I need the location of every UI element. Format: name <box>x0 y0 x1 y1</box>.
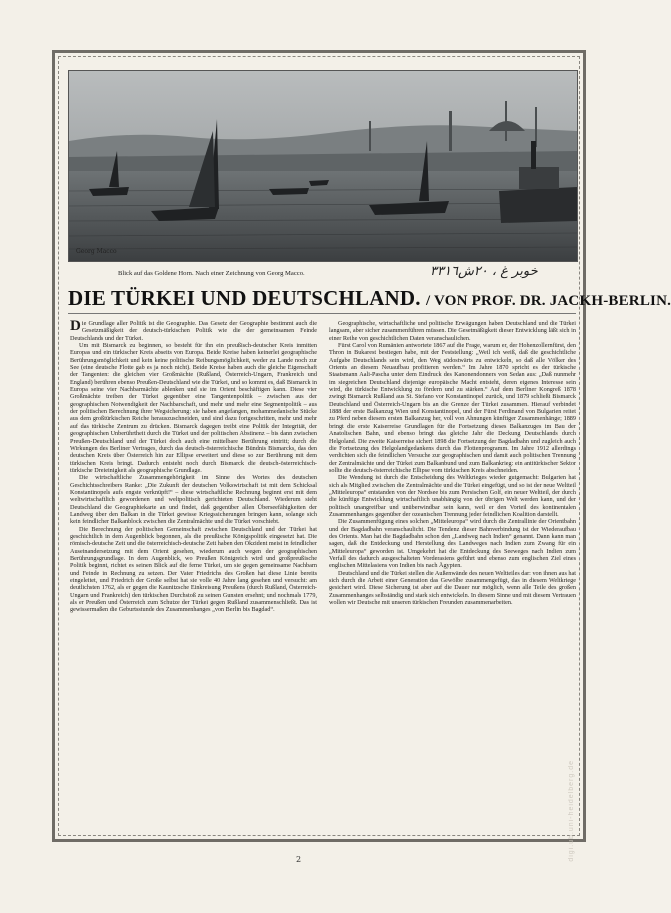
drop-cap: D <box>70 318 81 334</box>
column-left <box>70 320 317 614</box>
library-watermark: digi.ub.uni-heidelberg.de <box>568 760 575 862</box>
article-title <box>68 286 671 311</box>
article-byline: / VON PROF. DR. JACKH-BERLIN. <box>425 293 671 309</box>
article-body <box>70 320 576 828</box>
paragraph: Um mit Bismarck zu beginnen, so besteht für ihn ein preußisch-deutscher Kreis inmitten Europas und ein türkischer Kreis abseits von Europa. Beide Kreise haben keinerlei geographische Berührungsmöglichkeit und kein keine politische Reibungsmöglichkeit, weder zu Lande noch zur See (eine deutsche Flotte gab es ja noch nicht). Beide Kreise haben auch die gleiche Eigenschaft der Tangenten: die gleichen vier Großmächte (Rußland, Österreich-Ungarn, Frankreich und England) berühren ebenso Preußen-Deutschland wie die Türkei, und so kommt es, daß Bismarck in Europa seine vier Nachbarmächte ablenken und sie im Orient beschäftigen kann. Diese vier Großmächte treiben der Türkei gegenüber eine Tangentenpolitik – zwischen aus der geographischen Notwendigkeit der Nachbarschaft, und mehr und mehr eine Segmentpolitik – aus der politischen Berechnung ihrer Wegsicherung: sie haben angefangen, mohammedanische Stücke aus dem großtürkischen Reiche herauszuschneiden, und sind dazu fortgeschritten, mehr und mehr auf das türkische Zentrum zu drücken. Bismarck dagegen treibt eine Politik der Integrität, der geographischen Unberührtheit durch die Türkei und der politischen Abstinenz – bis dann zwischen Preußen-Deutschland und der Türkei doch auch eine mittelbare Berührung eintritt; durch die Wirkungen des Berliner Vertrages, durch das deutsch-österreichische Bündnis Bismarcks, das den deutschen Kreis über Österreich hin zur Ellipse erweitert und diese so zur Berührung mit dem türkischen Kreis bringt. Dadurch entsteht noch durch Bismarck die deutsch-österreichisch-türkische Dreieinigkeit als geographische Grundlage. <box>70 342 317 474</box>
column-right <box>329 320 576 606</box>
arabic-signature: خوبر غ ، ٢٠ش٣٣١٦ <box>430 264 538 279</box>
paragraph: Die wirtschaftliche Zusammengehörigkeit im Sinne des Wortes des deutschen Geschichtsschreibers Ranke: „Die Zukunft der deutschen Volkswirtschaft ist mit dem Schicksal Konstantinopels aufs engste verknüpft!“ – diese wirtschaftliche Rechnung beginnt erst mit dem weltwirtschaftlich gewordenen und weltpolitisch gerichteten Deutschland. Wiederum sieht Deutschland die Geographiekarte an und findet, daß gegenüber allen Überseefähigkeiten der Landweg über den Balkan in die Türkei gewisse Kriegssicherungen bringen kann, solange sich kein feindlicher Balkanblock zwischen die Zentralmächte und die Türkei vorschiebt. <box>70 474 317 526</box>
paragraph: Die Grundlage aller Politik ist die Geographie. Das Gesetz der Geographie bestimmt auch die Gesetzmäßigkeit der deutsch-türkischen Politik wie die der gemeinsamen Feinde Deutschlands und der Türkei. <box>70 318 317 342</box>
title-rule <box>68 313 576 314</box>
paragraph: Deutschland und die Türkei stellen die Außenwände des neuen Weltteiles dar: von ihnen aus hat sich durch die Arbeit einer Generation das Gewölbe zusammengefügt, das in diesem Weltkriege gesichert wird. Diese Sicherung ist aber auf die Dauer nur möglich, wenn alle Teile des großen Zusammenhanges selbständig und stark sich entwickeln. In diesem Sinne und mit diesem Vertrauen wollen wir Deutsche mit unseren türkischen Freunden zusammenarbeiten. <box>329 569 576 607</box>
illustration-golden-horn <box>68 70 578 262</box>
paragraph: Fürst Carol von Rumänien antwortete 1867 auf die Frage, warum er, der Hohenzollernfürst, den Thron in Bukarest bestiegen habe, mit der Feststellung: „Weil ich weiß, daß die geschichtliche Aufgabe Deutschlands sein wird, den Weg südostwärts zu entwickeln, so daß alle Völker des Orients an diesem Neuaufbau profitieren werden.“ Im Jahre 1870 spricht es der türkische Staatsmann Aali-Pascha unter dem Eindruck des Kanonendonners von Sedan aus: „Daß nunmehr im siegreichen Deutschland diejenige europäische Macht entsteht, deren eigenes Interesse sein wird, die türkische Entwicklung zu fördern und zu stärken.“ Auf dem Berliner Kongreß 1878 zwingt Bismarck Rußland aus St. Stefano vor Konstantinopel zurück, und 1879 schließt Bismarck Deutschland und Österreich-Ungarn bis an die Grenze der Türkei zusammen. Hierauf verbindet 1888 der erste Balkanzug Wien und Konstantinopel, und der Fürst Ferdinand von Bulgarien reitet zu Pferd neben diesem ersten Balkanzug her, voll von Ahnungen künftiger Zusammenhänge; 1889 bringt die erste Kaiserreise Grundlagen für die Fortsetzung dieses Balkanzuges im Bau der Anatolischen Bahn, und ebenso bringt das gleiche Jahr die Deckung Deutschlands durch Helgoland. Die zweite Kaiserreise sichert 1898 die Fortsetzung der Bagdadbahn und zugleich auch die Fortsetzung des Helgolandgedankens durch das Flottenprogramm. Im Jahre 1912 allerdings verdichten sich die feindlichen Versuche zur geographischen und damit auch politischen Trennung der Zentralmächte und der Türkei zum Balkanbund und zum Balkankrieg: ein antitürkischer Sektor sollte die deutsch-österreichische Ellipse vom türkischen Kreis abschneiden. <box>329 342 576 474</box>
paragraph: Die Zusammenfügung eines solchen „Mitteleuropa“ wird durch die Zentrallinie der Orientbahn und der Bagdadbahn veranschaulicht. Die Tendenz dieser Bahnverbindung ist der Wiederaufbau des Orients. Man hat die Bagdadbahn schon den „Landweg nach Indien“ genannt. Dann kann man sagen, daß die Entdeckung und Herstellung des Landweges nach Indien zum Zwang für ein „Mitteleuropa“ geworden ist. Umgekehrt hat die Entdeckung des Seeweges nach Indien zum Verfall des dadurch ausgeschalteten Vorderasiens geführt und ebenso zum englischen Ziel eines englischen Mittelasiens von Indien bis nach Ägypten. <box>329 518 576 570</box>
paragraph: Geographische, wirtschaftliche und politische Erwägungen haben Deutschland und die Türkei langsam, aber sicher zusammenführen müssen. Die Gesetmäßigkeit dieser Entwicklung läßt sich in einer Reihe von geschichtlichen Daten veranschaulichen. <box>329 320 576 342</box>
artist-signature: Georg Macco <box>76 248 117 255</box>
paragraph: Die Berechnung der politischen Gemeinschaft zwischen Deutschland und der Türkei hat geschichtlich in dem Augenblick begonnen, als die preußische Königspolitik eingesetzt hat. Die römisch-deutsche Zeit und die österreichisch-deutsche Zeit haben den Okzident meist in feindlicher Auseinandersetzung mit dem Orient gesehen, wiederum auch wegen der geographischen Berührungsgrundlage. In dem Augenblick, wo Preußen Königreich wird und großpreußische Politik beginnt, richtet es seinen Blick auf die ferne Türkei, um sie gegen gemeinsame Nachbarn und Feinde in Rechnung zu setzen. Der Vater Friedrichs des Großen hat diese Linie bereits eingeleitet, und Friedrich der Große selbst hat sie volle 40 Jahre lang gesehen und versucht: am deutlichsten 1762, als er gegen die Kaunitzsche Einkreisung Preußens (durch Rußland, Österreich-Ungarn und Frankreich) den türkischen Durchstoß zu seinen Gunsten ersehnt; und nochmals 1779, als er Preußen und Österreich zum Schutze der Türkei gegen Rußland zusammenschließt. Das ist gewissermaßen die Geburtsstunde des Zusammenhanges „von Berlin bis Bagdad“. <box>70 525 317 614</box>
article-title-main: DIE TÜRKEI UND DEUTSCHLAND. <box>68 286 421 310</box>
harbor-drawing <box>69 71 577 261</box>
paragraph: Die Wendung ist durch die Entscheidung des Weltkrieges wieder gutgemacht: Bulgarien hat sich als Mitglied zwischen die Zentralmächte und die Türkei eingefügt, und so ist der neue Weltteil „Mitteleuropa“ entstanden von der Nordsee bis zum Persischen Golf, ein neuer Weltteil, der durch die künftige Entwicklung wirtschaftlich unabhängig von der übrigen Welt werden kann, und der politisch unangreifbar und unüberwindbar sein kann, weil er den Vorteil des kontinentalen Zusammenhanges gegenüber der ozeanischen Trennung jeder feindlichen Koalition darstellt. <box>329 474 576 518</box>
figure-caption: Blick auf das Goldene Horn. Nach einer Zeichnung von Georg Macco. <box>118 270 305 277</box>
page-number: 2 <box>296 855 302 864</box>
